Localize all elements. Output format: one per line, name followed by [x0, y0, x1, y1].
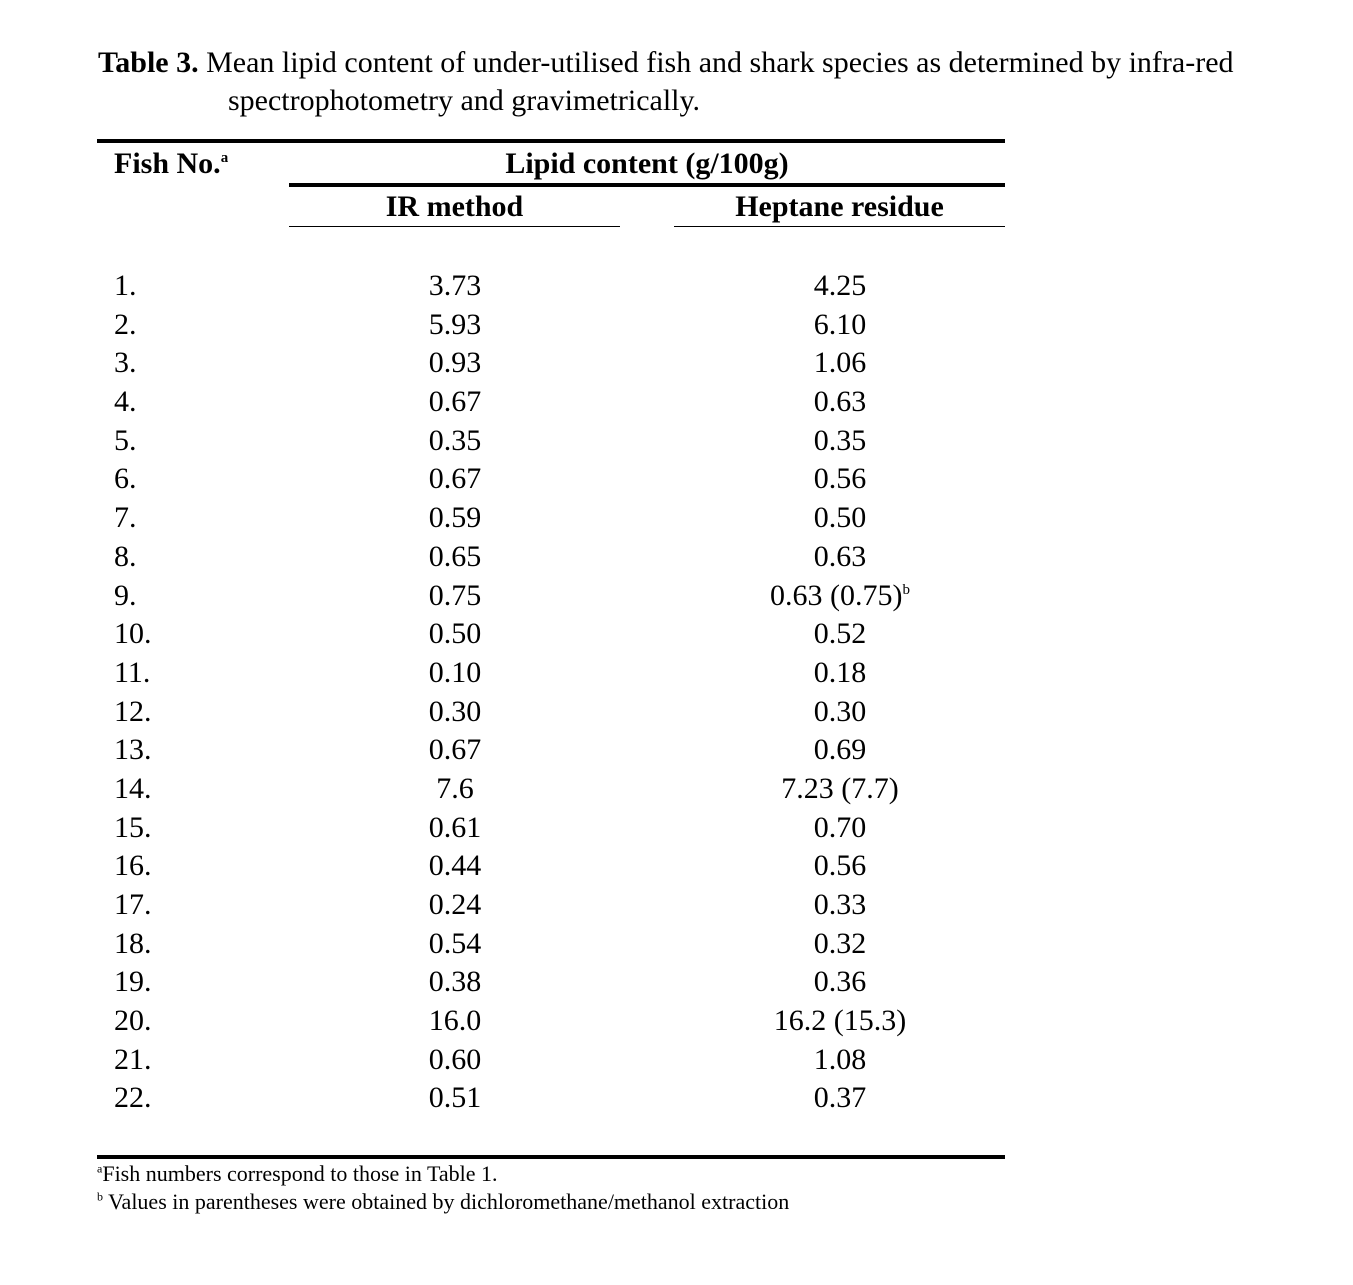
- cell-heptane-value-wrap: [814, 383, 867, 421]
- cell-heptane-value: 0.63: [813, 539, 867, 573]
- cell-heptane-residue: [740, 615, 940, 653]
- footnote-marker-a: a: [220, 150, 229, 166]
- cell-fish-no: 4.: [114, 385, 137, 419]
- cell-heptane-value-wrap: [774, 1002, 906, 1040]
- cell-heptane-value: 0.70: [813, 810, 867, 844]
- cell-heptane-value: 0.35: [813, 423, 867, 457]
- table-footnotes: [97, 1160, 789, 1216]
- cell-heptane-residue: [740, 499, 940, 537]
- table-row: [0, 770, 1010, 809]
- table-row: [0, 731, 1010, 770]
- cell-heptane-value-wrap: [814, 809, 867, 847]
- cell-ir-method: 7.6: [436, 771, 474, 805]
- cell-heptane-value-wrap: [814, 886, 867, 924]
- cell-fish-no: 10.: [114, 617, 152, 651]
- cell-heptane-value-wrap: [814, 847, 867, 885]
- cell-ir-method: 0.24: [428, 888, 482, 921]
- table-row: [0, 577, 1010, 616]
- cell-heptane-value: 1.08: [813, 1042, 867, 1076]
- footnote-marker-b: b: [902, 581, 910, 598]
- cell-ir-method: 0.38: [428, 965, 482, 999]
- table-caption: [98, 44, 1353, 120]
- cell-heptane-value-wrap: [814, 538, 867, 576]
- footnote-a: [97, 1160, 789, 1188]
- table-row: [0, 654, 1010, 693]
- footnote-a-text: Fish numbers correspond to those in Table 1.: [102, 1161, 498, 1186]
- cell-heptane-value: 0.37: [813, 1081, 867, 1115]
- cell-heptane-value-wrap: [781, 770, 898, 808]
- caption-text-line1: Mean lipid content of under-utilised fish and shark species as determined by infra-red: [198, 46, 1234, 79]
- table-row: [0, 499, 1010, 538]
- top-rule: [97, 139, 1005, 143]
- cell-heptane-value-wrap: [814, 499, 867, 537]
- footnote-b-mark: b: [97, 1189, 103, 1204]
- cell-ir-method: 16.0: [428, 1004, 482, 1038]
- cell-ir-method: 0.35: [428, 423, 482, 457]
- cell-heptane-value: 0.56: [813, 849, 867, 883]
- header-heptane-residue: [674, 189, 1005, 225]
- group-rule: [289, 183, 1005, 187]
- cell-ir-method: 0.93: [428, 346, 482, 380]
- cell-heptane-value: 0.69: [813, 733, 867, 767]
- cell-ir-method: 0.61: [428, 810, 482, 844]
- cell-heptane-residue: [740, 577, 940, 615]
- cell-heptane-residue: [740, 731, 940, 769]
- cell-heptane-value: 0.18: [813, 655, 867, 689]
- cell-heptane-value: 7.23 (7.7): [781, 771, 899, 805]
- cell-heptane-value-wrap: [770, 577, 910, 615]
- footnote-b: [97, 1188, 789, 1216]
- cell-heptane-residue: [740, 422, 940, 460]
- cell-heptane-residue: [740, 538, 940, 576]
- caption-text-line2: spectrophotometry and gravimetrically.: [228, 84, 701, 117]
- cell-heptane-value-wrap: [814, 306, 867, 344]
- cell-ir-method: 0.54: [428, 926, 482, 960]
- cell-fish-no: 8.: [114, 539, 137, 573]
- cell-heptane-residue: [740, 1002, 940, 1040]
- header-lipid-content-label: Lipid content (g/100g): [505, 147, 789, 180]
- table-row: [0, 809, 1010, 848]
- header-heptane-residue-label: Heptane residue: [735, 190, 944, 223]
- table-body: [0, 267, 1010, 1118]
- cell-ir-method: 0.50: [428, 617, 482, 651]
- cell-fish-no: 5.: [114, 423, 137, 457]
- cell-heptane-value: 0.30: [813, 694, 867, 728]
- header-ir-method: [289, 189, 620, 225]
- cell-heptane-residue: [740, 809, 940, 847]
- cell-fish-no: 18.: [114, 926, 152, 960]
- cell-ir-method: 0.51: [428, 1081, 482, 1115]
- cell-ir-method: 0.60: [428, 1042, 482, 1076]
- bottom-rule: [97, 1155, 1005, 1159]
- footnote-a-mark: a: [97, 1161, 103, 1176]
- cell-ir-method: 0.67: [428, 733, 482, 767]
- cell-ir-method: 5.93: [428, 307, 482, 341]
- cell-heptane-value: 0.63: [813, 385, 867, 419]
- cell-heptane-residue: [740, 267, 940, 305]
- cell-fish-no: 2.: [114, 307, 137, 341]
- table-row: [0, 1041, 1010, 1080]
- cell-fish-no: 15.: [114, 810, 152, 844]
- cell-ir-method: 0.44: [428, 849, 482, 883]
- table-row: [0, 1079, 1010, 1118]
- footnote-b-text: Values in parentheses were obtained by dichloromethane/methanol extraction: [103, 1189, 790, 1214]
- cell-heptane-value-wrap: [814, 731, 867, 769]
- cell-heptane-value-wrap: [814, 1041, 867, 1079]
- cell-heptane-residue: [740, 770, 940, 808]
- cell-heptane-value-wrap: [814, 693, 867, 731]
- cell-fish-no: 13.: [114, 733, 152, 767]
- table-row: [0, 267, 1010, 306]
- table-row: [0, 693, 1010, 732]
- cell-ir-method: 0.59: [428, 501, 482, 535]
- cell-heptane-value: 0.36: [813, 965, 867, 999]
- cell-heptane-value-wrap: [814, 1079, 867, 1117]
- table-row: [0, 1002, 1010, 1041]
- cell-heptane-residue: [740, 847, 940, 885]
- cell-heptane-value-wrap: [814, 615, 867, 653]
- cell-heptane-value: 6.10: [813, 307, 867, 341]
- cell-heptane-value-wrap: [814, 963, 867, 1001]
- cell-ir-method: 0.67: [428, 385, 482, 419]
- cell-heptane-residue: [740, 306, 940, 344]
- table-row: [0, 847, 1010, 886]
- cell-heptane-residue: [740, 383, 940, 421]
- cell-heptane-value: 0.33: [813, 888, 867, 921]
- cell-heptane-value-wrap: [814, 344, 867, 382]
- cell-heptane-residue: [740, 344, 940, 382]
- cell-fish-no: 16.: [114, 849, 152, 883]
- cell-heptane-value-wrap: [814, 460, 867, 498]
- table-label: Table 3.: [98, 46, 199, 79]
- cell-heptane-value: 16.2 (15.3): [773, 1004, 907, 1038]
- table-row: [0, 886, 1010, 925]
- table-row: [0, 422, 1010, 461]
- cell-fish-no: 17.: [114, 888, 152, 921]
- header-fish-no: [114, 146, 228, 182]
- heptane-underline: [674, 226, 1005, 227]
- cell-heptane-value: 1.06: [813, 346, 867, 380]
- header-lipid-content: [289, 146, 1005, 182]
- cell-fish-no: 3.: [114, 346, 137, 380]
- cell-heptane-value-wrap: [814, 925, 867, 963]
- cell-fish-no: 22.: [114, 1081, 152, 1115]
- cell-heptane-value: 0.32: [813, 926, 867, 960]
- cell-ir-method: 0.67: [428, 462, 482, 496]
- table-row: [0, 615, 1010, 654]
- table-row: [0, 538, 1010, 577]
- cell-heptane-value: 0.52: [813, 617, 867, 651]
- header-ir-method-label: IR method: [385, 190, 524, 223]
- cell-heptane-residue: [740, 1041, 940, 1079]
- cell-heptane-value: 4.25: [813, 269, 867, 302]
- table-row: [0, 925, 1010, 964]
- table-row: [0, 383, 1010, 422]
- cell-fish-no: 11.: [114, 655, 151, 689]
- cell-fish-no: 12.: [114, 694, 152, 728]
- cell-fish-no: 1.: [114, 269, 137, 302]
- table-row: [0, 963, 1010, 1002]
- cell-heptane-value: 0.63 (0.75): [770, 578, 903, 612]
- cell-heptane-residue: [740, 963, 940, 1001]
- cell-fish-no: 14.: [114, 771, 152, 805]
- cell-heptane-residue: [740, 460, 940, 498]
- cell-fish-no: 6.: [114, 462, 137, 496]
- cell-ir-method: 0.65: [428, 539, 482, 573]
- header-fish-no-label: Fish No.: [114, 147, 221, 180]
- cell-heptane-residue: [740, 654, 940, 692]
- cell-heptane-value: 0.50: [813, 501, 867, 535]
- cell-fish-no: 19.: [114, 965, 152, 999]
- cell-ir-method: 3.73: [428, 269, 482, 302]
- cell-heptane-value: 0.56: [813, 462, 867, 496]
- ir-underline: [289, 226, 620, 227]
- cell-heptane-value-wrap: [814, 422, 867, 460]
- cell-heptane-residue: [740, 693, 940, 731]
- table-row: [0, 460, 1010, 499]
- table-row: [0, 344, 1010, 383]
- cell-fish-no: 7.: [114, 501, 137, 535]
- cell-heptane-value-wrap: [814, 267, 867, 305]
- cell-fish-no: 21.: [114, 1042, 152, 1076]
- cell-ir-method: 0.75: [428, 578, 482, 612]
- cell-fish-no: 9.: [114, 578, 137, 612]
- cell-ir-method: 0.10: [428, 655, 482, 689]
- table-row: [0, 306, 1010, 345]
- cell-heptane-residue: [740, 886, 940, 924]
- cell-ir-method: 0.30: [428, 694, 482, 728]
- cell-fish-no: 20.: [114, 1004, 152, 1038]
- cell-heptane-residue: [740, 925, 940, 963]
- cell-heptane-residue: [740, 1079, 940, 1117]
- cell-heptane-value-wrap: [814, 654, 867, 692]
